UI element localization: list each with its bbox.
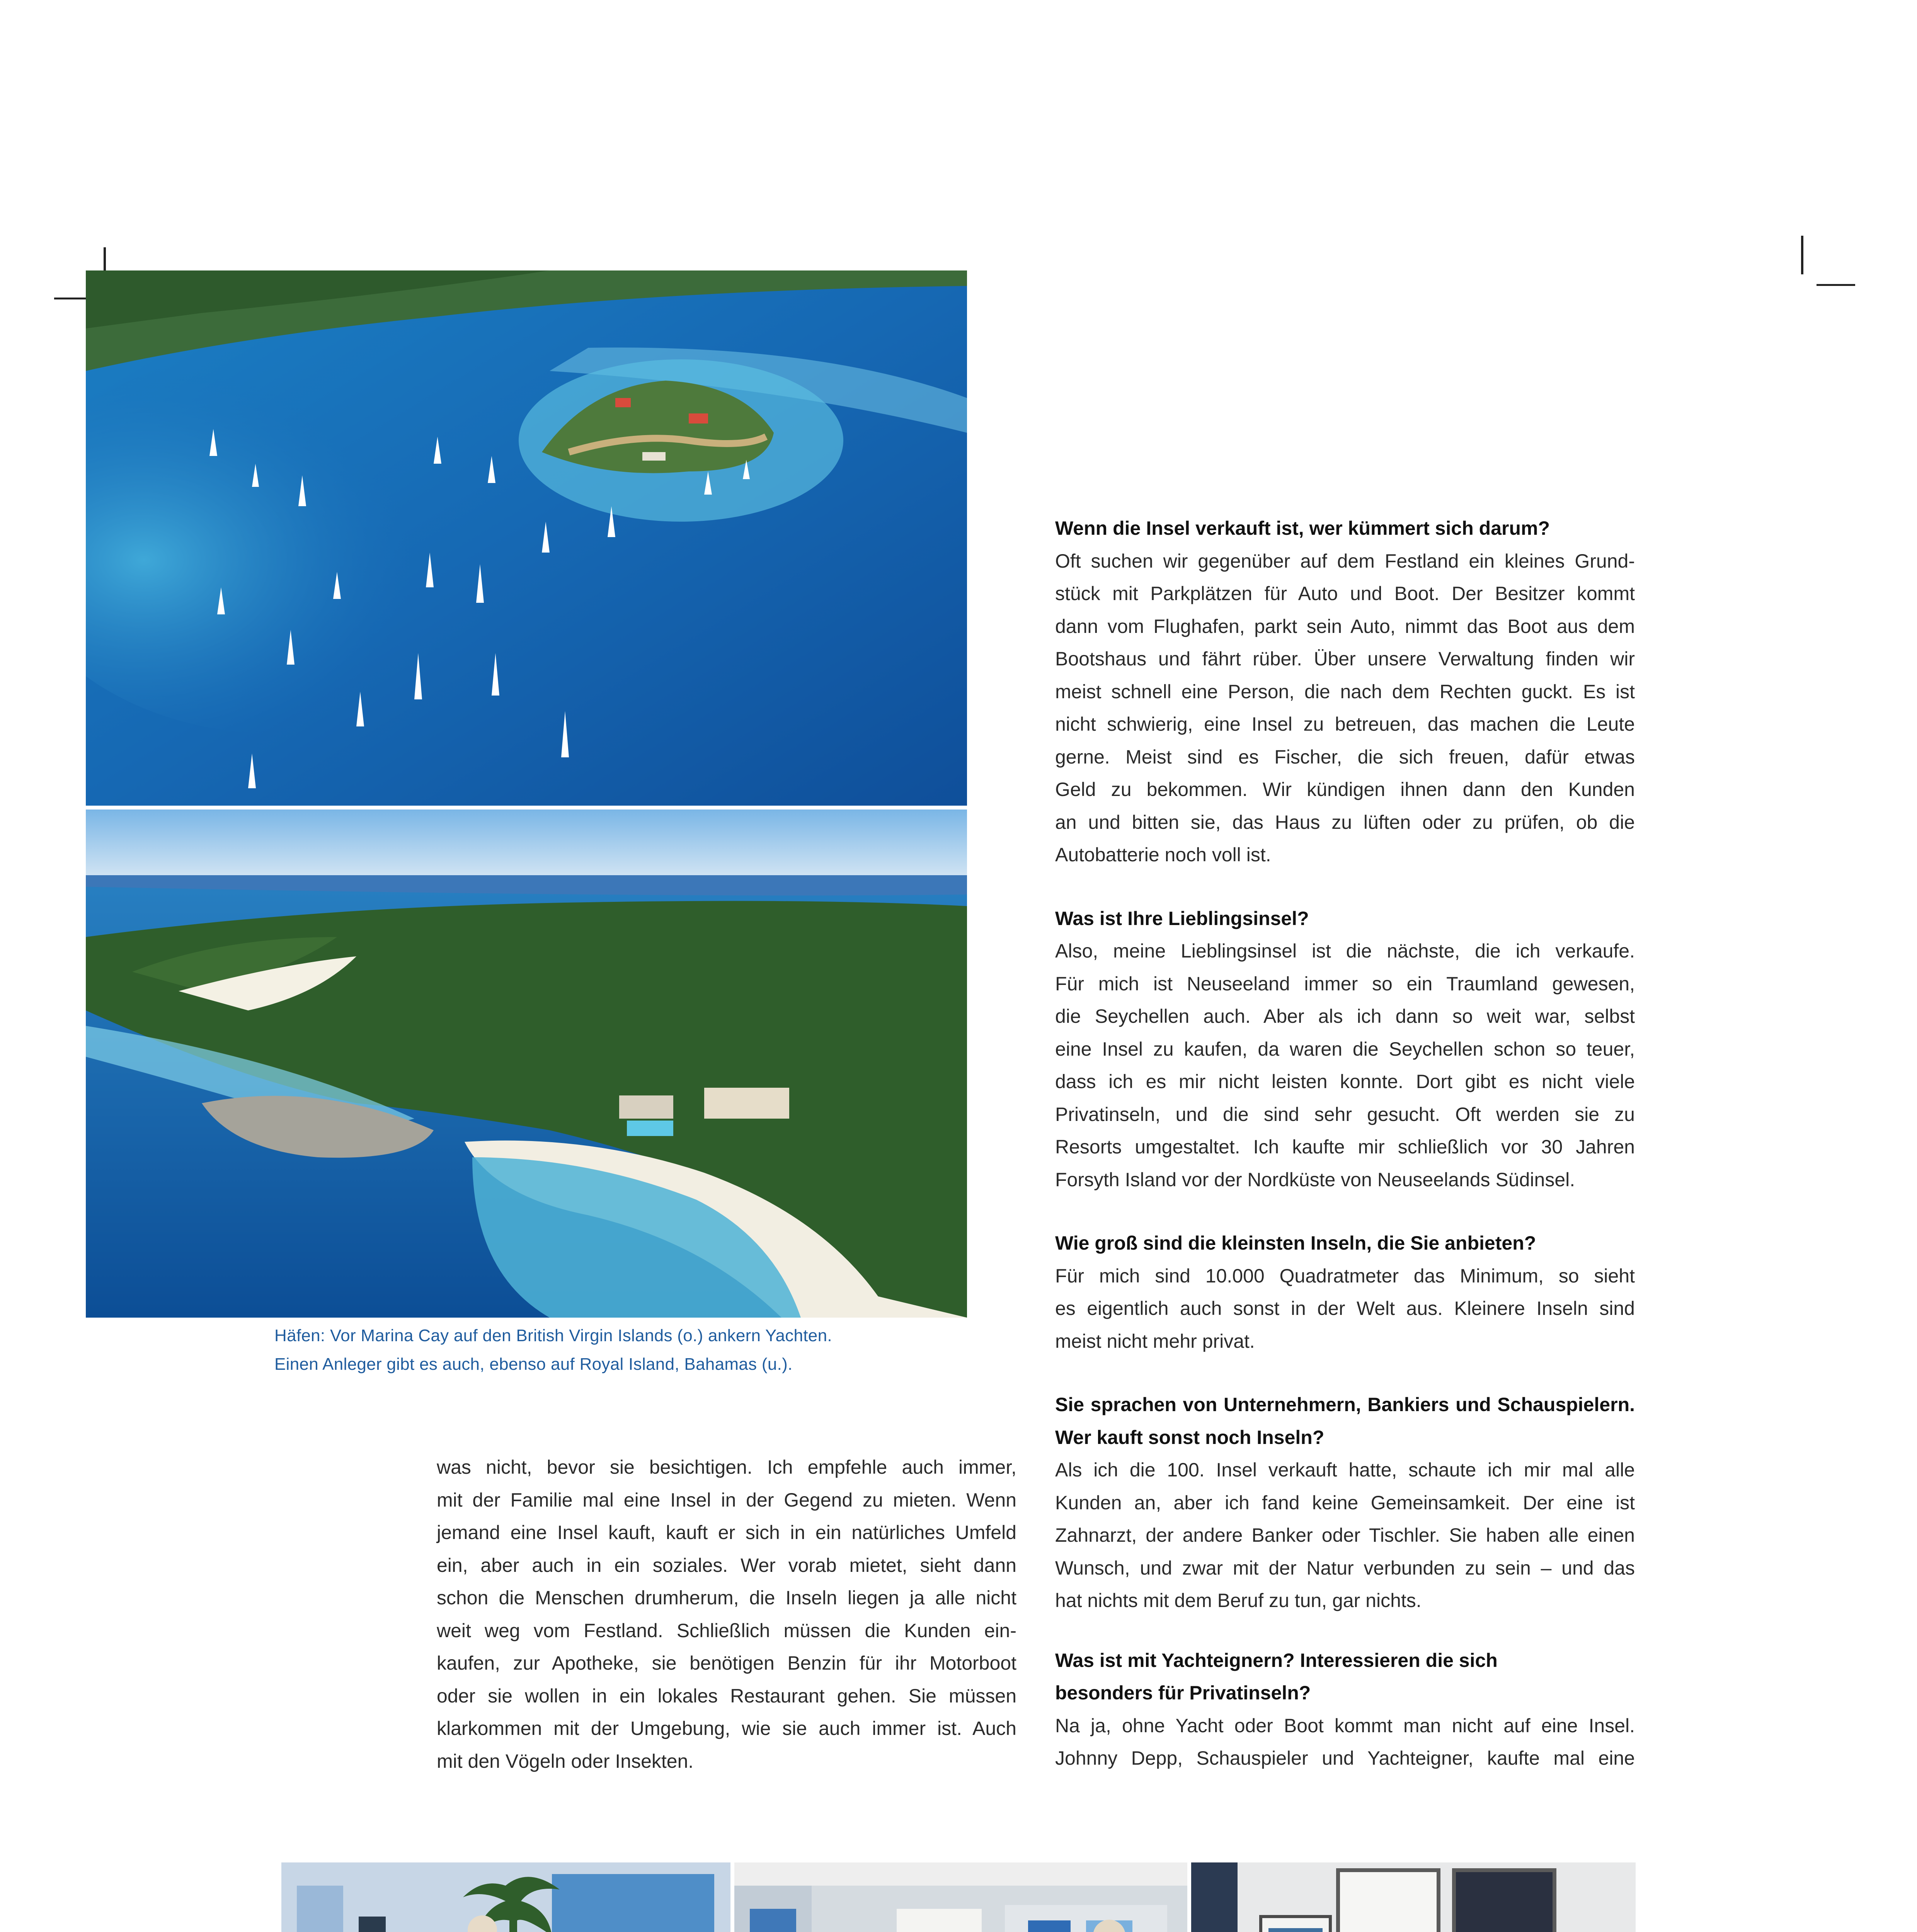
left-text-column [437, 1451, 1016, 1777]
body-line: Als ich die 100. Insel verkauft hatte, schaute ich mir mal alle [1055, 1459, 1635, 1481]
body-line: klarkommen mit der Umgebung, wie sie auch immer ist. Auch [437, 1718, 1016, 1739]
photo-caption-harbours [274, 1321, 970, 1379]
body-line: ein, aber auch in ein soziales. Wer vorab mietet, sieht dann [437, 1554, 1016, 1576]
body-line: Geld zu bekommen. Wir kündigen ihnen dann den Kunden [1055, 779, 1635, 800]
crop-mark-top-right-h [1817, 284, 1855, 286]
body-line: gerne. Meist sind es Fischer, die sich freuen, dafür etwas [1055, 746, 1635, 768]
body-line: mit den Vögeln oder Insekten. [437, 1750, 694, 1772]
body-line: meist nicht mehr privat. [1055, 1330, 1255, 1352]
body-line: Johnny Depp, Schauspieler und Yachteigner, kaufte mal eine [1055, 1747, 1635, 1769]
right-text-column [1055, 512, 1635, 1775]
body-line: was nicht, bevor sie besichtigen. Ich empfehle auch immer, [437, 1456, 1016, 1478]
body-line: mit der Familie mal eine Insel in der Gegend zu mieten. Wenn [437, 1489, 1016, 1511]
body-line: Oft suchen wir gegenüber auf dem Festland ein kleines Grund- [1055, 550, 1635, 572]
interview-question: Wenn die Insel verkauft ist, wer kümmert sich darum? [1055, 517, 1550, 539]
photo-caption-harbours-line2: Einen Anleger gibt es auch, ebenso auf Royal Island, Bahamas (u.). [274, 1355, 793, 1374]
body-line: Na ja, ohne Yacht oder Boot kommt man nicht auf eine Insel. [1055, 1714, 1635, 1736]
body-line: Privatinseln, und die sind sehr gesucht. Oft werden sie zu [1055, 1103, 1635, 1125]
body-line: an und bitten sie, das Haus zu lüften oder zu prüfen, ob die [1055, 811, 1635, 833]
marina-cay-aerial-photo [86, 270, 967, 806]
body-line: es eigentlich auch sonst in der Welt aus. Kleinere Inseln sind [1055, 1298, 1635, 1319]
body-line: meist schnell eine Person, die nach dem Rechten guckt. Es ist [1055, 680, 1635, 702]
interview-question: besonders für Privatinseln? [1055, 1682, 1311, 1704]
body-line: Kunden an, aber ich fand keine Gemeinsamkeit. Der eine ist [1055, 1492, 1635, 1514]
body-line: weit weg vom Festland. Schließlich müssen die Kunden ein- [437, 1619, 1016, 1641]
body-line: nicht schwierig, eine Insel zu betreuen, das machen die Leute [1055, 713, 1635, 735]
body-line: dann vom Flughafen, parkt sein Auto, nimmt das Boot aus dem [1055, 615, 1635, 637]
body-line: Autobatterie noch voll ist. [1055, 844, 1271, 866]
interview-question: Wie groß sind die kleinsten Inseln, die Sie anbieten? [1055, 1232, 1536, 1254]
interview-question: Wer kauft sonst noch Inseln? [1055, 1426, 1325, 1448]
royal-island-aerial-photo [86, 810, 967, 1318]
body-line: oder sie wollen in ein lokales Restaurant gehen. Sie müssen [437, 1685, 1016, 1707]
crop-mark-top-right-v [1801, 236, 1803, 274]
body-line: dass ich es mir nicht leisten konnte. Dort gibt es nicht viele [1055, 1071, 1635, 1092]
body-line: kaufen, zur Apotheke, sie benötigen Benzin für ihr Motorboot [437, 1652, 1016, 1674]
office-corridor-photo [734, 1862, 1187, 1932]
body-line: Forsyth Island vor der Nordküste von Neuseelands Südinsel. [1055, 1168, 1575, 1190]
body-line: Bootshaus und fährt rüber. Über unsere Verwaltung finden wir [1055, 648, 1635, 670]
selkirk-rifle-display-photo [1191, 1862, 1636, 1932]
interview-question: Sie sprachen von Unternehmern, Bankiers und Schauspielern. [1055, 1394, 1635, 1415]
interview-question: Was ist Ihre Lieblingsinsel? [1055, 907, 1309, 929]
body-line: die Seychellen auch. Aber als ich dann so weit war, selbst [1055, 1005, 1635, 1027]
body-line: Resorts umgestaltet. Ich kaufte mir schließlich vor 30 Jahren [1055, 1136, 1635, 1158]
body-line: Zahnarzt, der andere Banker oder Tischler. Sie haben alle einen [1055, 1524, 1635, 1546]
interview-question: Was ist mit Yachteignern? Interessieren die sich [1055, 1649, 1498, 1671]
body-line: schon die Menschen drumherum, die Inseln liegen ja alle nicht [437, 1587, 1016, 1609]
body-line: stück mit Parkplätzen für Auto und Boot. Der Besitzer kommt [1055, 583, 1635, 604]
body-line: Also, meine Lieblingsinsel ist die nächste, die ich verkaufe. [1055, 940, 1635, 962]
body-line: hat nichts mit dem Beruf zu tun, gar nichts. [1055, 1590, 1422, 1611]
body-line: Für mich sind 10.000 Quadratmeter das Minimum, so sieht [1055, 1265, 1635, 1287]
office-reception-photo [281, 1862, 730, 1932]
body-line: jemand eine Insel kauft, kauft er sich in ein natürliches Umfeld [437, 1522, 1016, 1543]
body-line: Wunsch, und zwar mit der Natur verbunden zu sein – und das [1055, 1557, 1635, 1579]
body-line: Für mich ist Neuseeland immer so ein Traumland gewesen, [1055, 973, 1635, 995]
body-line: eine Insel zu kaufen, da waren die Seychellen schon so teuer, [1055, 1038, 1635, 1060]
photo-caption-harbours-line1: Häfen: Vor Marina Cay auf den British Virgin Islands (o.) ankern Yachten. [274, 1326, 832, 1345]
